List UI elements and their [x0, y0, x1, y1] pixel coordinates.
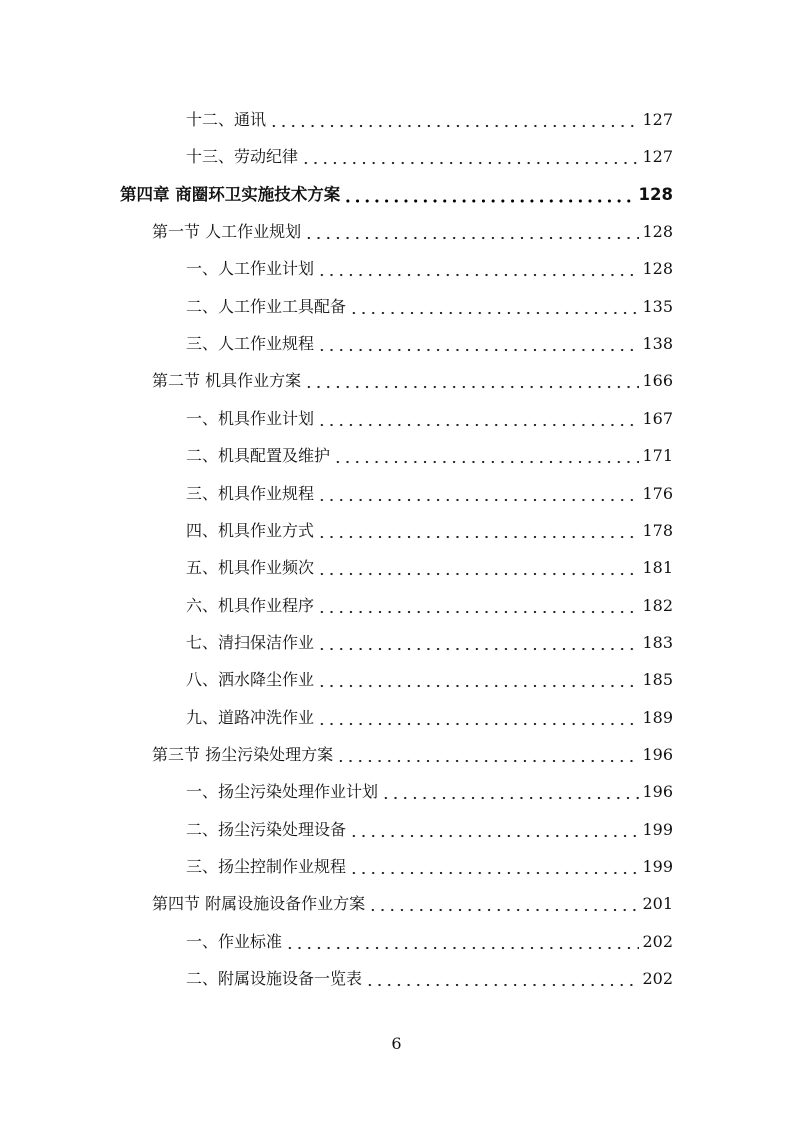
- toc-item-entry[interactable]: [186, 931, 673, 953]
- toc-entry-page: 135: [642, 296, 673, 316]
- toc-entry-title: 第二节 机具作业方案: [152, 371, 302, 391]
- dot-leader: [317, 333, 639, 355]
- toc-section-entry[interactable]: [152, 893, 673, 915]
- toc-item-entry[interactable]: [186, 819, 673, 841]
- dot-leader: [317, 557, 639, 579]
- dot-leader: [333, 445, 639, 467]
- toc-entry-title: 第四章 商圈环卫实施技术方案: [120, 184, 341, 204]
- toc-entry-title: 七、清扫保洁作业: [186, 632, 315, 652]
- dot-leader: [304, 370, 639, 392]
- toc-entry-page: 176: [642, 483, 673, 503]
- toc-entry-title: 三、机具作业规程: [186, 483, 315, 503]
- toc-entry-page: 138: [642, 334, 673, 354]
- toc-entry-title: 三、人工作业规程: [186, 334, 315, 354]
- dot-leader: [349, 819, 639, 841]
- toc-item-entry[interactable]: [186, 707, 673, 729]
- toc-item-entry[interactable]: [186, 520, 673, 542]
- toc-item-entry[interactable]: [186, 483, 673, 505]
- toc-entry-title: 十三、劳动纪律: [186, 147, 299, 167]
- toc-entry-page: 167: [642, 408, 673, 428]
- toc-item-entry[interactable]: [186, 968, 673, 990]
- toc-item-entry[interactable]: [186, 296, 673, 318]
- toc-item-entry[interactable]: [186, 557, 673, 579]
- toc-entry-title: 二、扬尘污染处理设备: [186, 819, 347, 839]
- toc-entry-title: 三、扬尘控制作业规程: [186, 857, 347, 876]
- toc-entry-page: 178: [642, 520, 673, 540]
- dot-leader: [285, 931, 639, 953]
- toc-entry-page: 128: [638, 184, 673, 204]
- dot-leader: [317, 258, 639, 280]
- toc-entry-title: 十二、通讯: [186, 110, 267, 129]
- toc-entry-title: 二、人工作业工具配备: [186, 296, 347, 316]
- toc-entry-page: 127: [642, 147, 673, 167]
- dot-leader: [317, 483, 639, 505]
- dot-leader: [365, 968, 639, 990]
- toc-entry-title: 二、附属设施设备一览表: [186, 969, 363, 989]
- toc-item-entry[interactable]: [186, 781, 673, 803]
- toc-item-entry[interactable]: [186, 109, 673, 131]
- toc-entry-page: 196: [642, 782, 673, 802]
- dot-leader: [349, 856, 639, 878]
- toc-item-entry[interactable]: [186, 258, 673, 280]
- toc-entry-page: 199: [642, 819, 673, 839]
- dot-leader: [368, 893, 639, 915]
- toc-item-entry[interactable]: [186, 445, 673, 467]
- toc-entry-title: 六、机具作业程序: [186, 595, 315, 615]
- dot-leader: [269, 109, 639, 131]
- toc-chapter-entry[interactable]: [120, 184, 673, 206]
- dot-leader: [336, 744, 639, 766]
- toc-entry-title: 第四节 附属设施设备作业方案: [152, 894, 366, 914]
- dot-leader: [317, 408, 639, 430]
- toc-entry-title: 一、机具作业计划: [186, 408, 315, 428]
- dot-leader: [317, 707, 639, 729]
- toc-entry-page: 199: [642, 857, 673, 876]
- toc-item-entry[interactable]: [186, 595, 673, 617]
- toc-entry-page: 202: [642, 969, 673, 989]
- toc-entry-title: 一、人工作业计划: [186, 259, 315, 279]
- toc-entry-page: 182: [642, 595, 673, 615]
- toc-entry-page: 196: [642, 744, 673, 764]
- toc-item-entry[interactable]: [186, 333, 673, 355]
- dot-leader: [304, 221, 639, 243]
- toc-entry-title: 二、机具配置及维护: [186, 446, 331, 466]
- dot-leader: [317, 632, 639, 654]
- dot-leader: [343, 184, 635, 206]
- dot-leader: [301, 146, 639, 168]
- toc-entry-title: 九、道路冲洗作业: [186, 707, 315, 727]
- toc-section-entry[interactable]: [152, 221, 673, 243]
- toc-entry-page: 128: [642, 259, 673, 279]
- toc-entry-page: 189: [642, 707, 673, 727]
- toc-entry-page: 166: [642, 371, 673, 391]
- toc-entry-title: 四、机具作业方式: [186, 520, 315, 540]
- toc-entry-page: 202: [642, 931, 673, 951]
- toc-entry-title: 一、扬尘污染处理作业计划: [186, 782, 379, 802]
- page-number: 6: [391, 1034, 402, 1053]
- toc-entry-page: 181: [642, 558, 673, 578]
- toc-entry-title: 一、作业标准: [186, 931, 283, 951]
- dot-leader: [317, 595, 639, 617]
- toc-entry-title: 八、洒水降尘作业: [186, 670, 315, 690]
- toc-entry-page: 185: [642, 670, 673, 690]
- dot-leader: [381, 781, 639, 803]
- toc-section-entry[interactable]: [152, 370, 673, 392]
- toc-item-entry[interactable]: [186, 632, 673, 654]
- toc-item-entry[interactable]: [186, 669, 673, 691]
- toc-item-entry[interactable]: [186, 408, 673, 430]
- toc-entry-title: 五、机具作业频次: [186, 558, 315, 578]
- toc-entry-title: 第三节 扬尘污染处理方案: [152, 744, 334, 764]
- toc-entry-page: 183: [642, 632, 673, 652]
- toc-entry-page: 171: [642, 446, 673, 466]
- toc-item-entry[interactable]: [186, 856, 673, 878]
- dot-leader: [317, 669, 639, 691]
- toc-entry-page: 201: [642, 894, 673, 914]
- toc-entry-page: 127: [642, 110, 673, 129]
- toc-entry-title: 第一节 人工作业规划: [152, 222, 302, 242]
- dot-leader: [349, 296, 639, 318]
- toc-item-entry[interactable]: [186, 146, 673, 168]
- dot-leader: [317, 520, 639, 542]
- toc-entry-page: 128: [642, 222, 673, 242]
- toc-section-entry[interactable]: [152, 744, 673, 766]
